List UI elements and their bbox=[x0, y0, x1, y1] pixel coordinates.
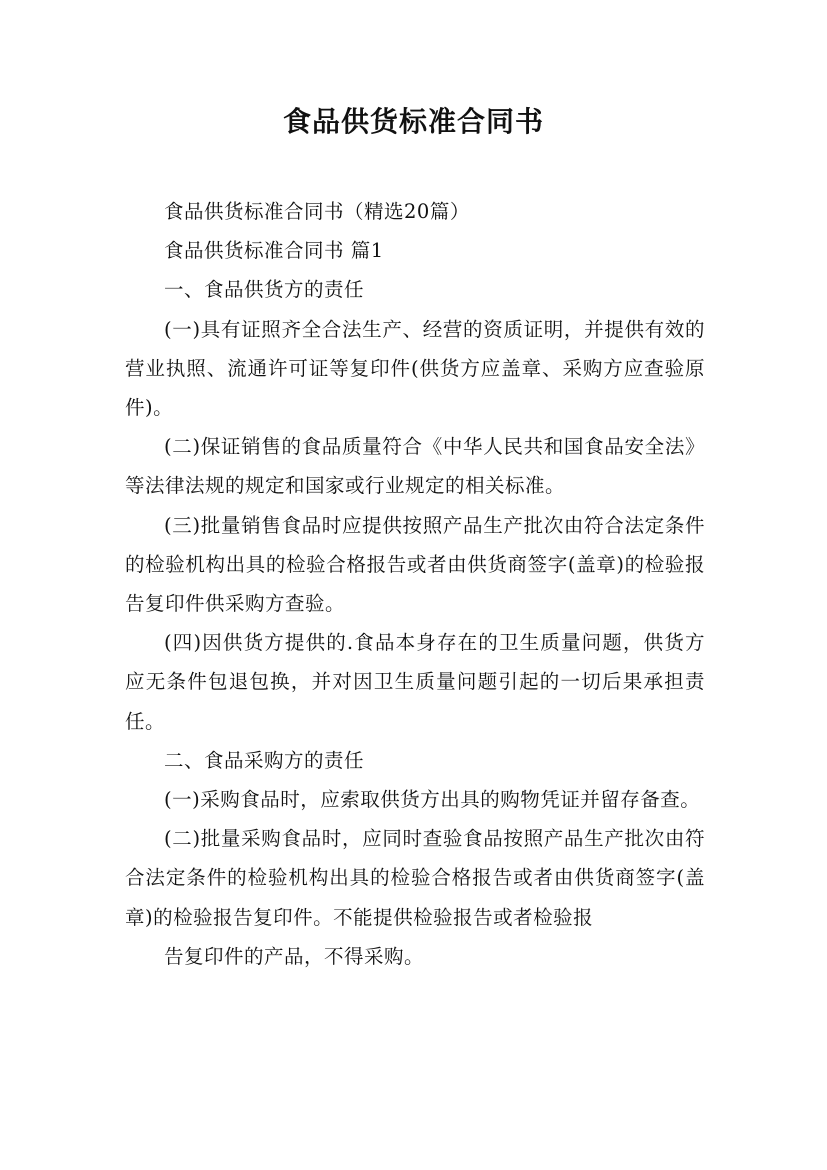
paragraph-buyer-item-2-continued: 告复印件的产品，不得采购。 bbox=[164, 944, 425, 968]
paragraph-buyer-item-2: (二)批量采购食品时，应同时查验食品按照产品生产批次由符合法定条件的检验机构出具的检验合格报告或者由供货商签字(盖章)的检验报告复印件。不能提供检验报告或者检验报 bbox=[125, 827, 705, 929]
paragraph-supplier-item-3: (三)批量销售食品时应提供按照产品生产批次由符合法定条件的检验机构出具的检验合格报告或者由供货商签字(盖章)的检验报告复印件供采购方查验。 bbox=[125, 513, 705, 616]
document-body bbox=[125, 192, 705, 976]
paragraph-section-supplier-heading: 一、食品供货方的责任 bbox=[164, 278, 365, 302]
paragraph-supplier-item-1: (一)具有证照齐全合法生产、经营的资质证明，并提供有效的营业执照、流通许可证等复印件(供货方应盖章、采购方应查验原件)。 bbox=[125, 317, 705, 420]
paragraph-collection-title: 食品供货标准合同书（精选20篇） bbox=[164, 200, 470, 223]
paragraph-section-buyer-heading: 二、食品采购方的责任 bbox=[164, 748, 365, 772]
paragraph-buyer-item-1: (一)采购食品时，应索取供货方出具的购物凭证并留存备查。 bbox=[164, 788, 701, 812]
paragraph-supplier-item-4: (四)因供货方提供的.食品本身存在的卫生质量问题，供货方应无条件包退包换，并对因卫生质量问题引起的一切后果承担责任。 bbox=[125, 631, 705, 733]
document-title: 食品供货标准合同书 bbox=[282, 105, 544, 138]
paragraph-article-heading: 食品供货标准合同书 篇1 bbox=[164, 239, 384, 263]
paragraph-supplier-item-2: (二)保证销售的食品质量符合《中华人民共和国食品安全法》等法律法规的规定和国家或行业规定的相关标准。 bbox=[125, 435, 705, 498]
